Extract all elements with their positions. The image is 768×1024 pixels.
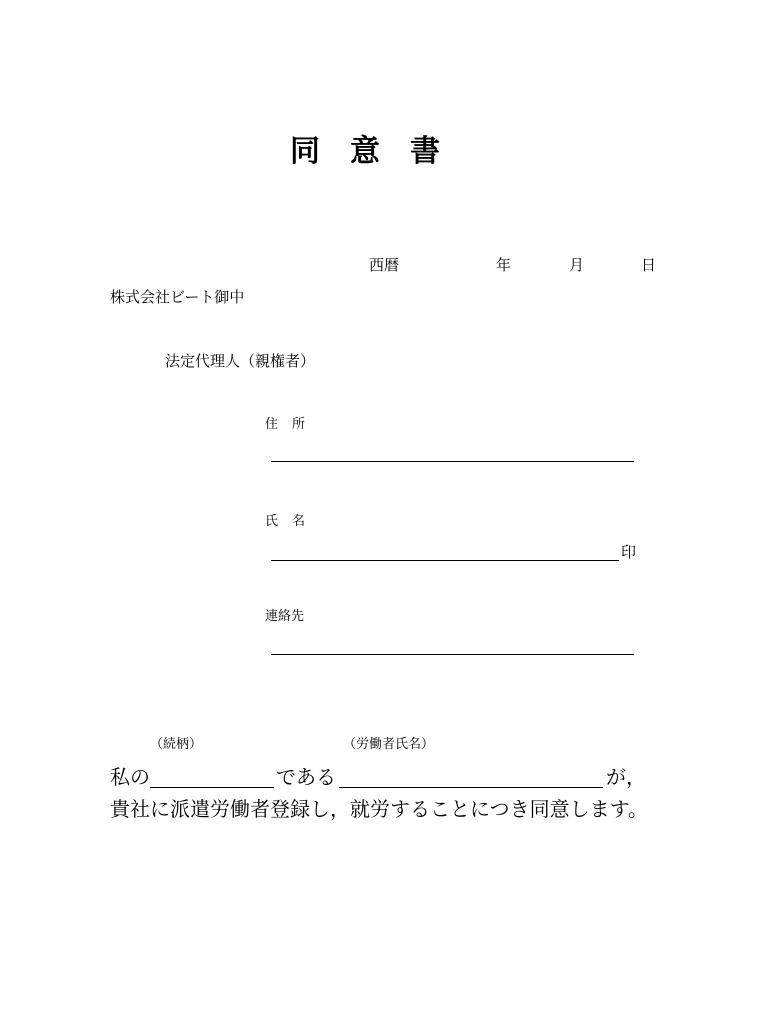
address-label-char: 所 — [292, 417, 306, 432]
title-char: 意 — [350, 134, 380, 169]
name-label — [265, 515, 305, 528]
name-label-char: 名 — [292, 514, 306, 529]
name-line[interactable] — [271, 560, 619, 561]
relation-caption: （続柄） — [150, 737, 203, 752]
seal-mark: 印 — [621, 543, 637, 561]
title-char: 書 — [410, 134, 440, 169]
worker-caption: （労働者氏名） — [343, 737, 435, 752]
title-char: 同 — [290, 134, 320, 169]
contact-label: 連絡先 — [265, 609, 305, 624]
addressee: 株式会社ビート御中 — [110, 288, 245, 306]
address-label-char: 住 — [265, 417, 279, 432]
statement-prefix: 私の — [110, 765, 150, 789]
relation-line[interactable] — [150, 787, 274, 788]
worker-name-line[interactable] — [339, 787, 603, 788]
address-label — [265, 418, 305, 431]
contact-line[interactable] — [271, 654, 634, 655]
document-title — [290, 134, 440, 169]
name-label-char: 氏 — [265, 514, 279, 529]
date-month: 月 — [569, 256, 585, 274]
date-year: 年 — [496, 256, 512, 274]
statement-middle: である — [276, 765, 336, 789]
address-line[interactable] — [271, 461, 634, 462]
date-day: 日 — [641, 256, 657, 274]
statement-suffix: が， — [606, 765, 646, 789]
date-era: 西暦 — [369, 256, 400, 274]
statement-body: 貴社に派遣労働者登録し，就労することにつき同意します。 — [110, 797, 648, 821]
representative-label: 法定代理人（親権者） — [165, 352, 316, 370]
